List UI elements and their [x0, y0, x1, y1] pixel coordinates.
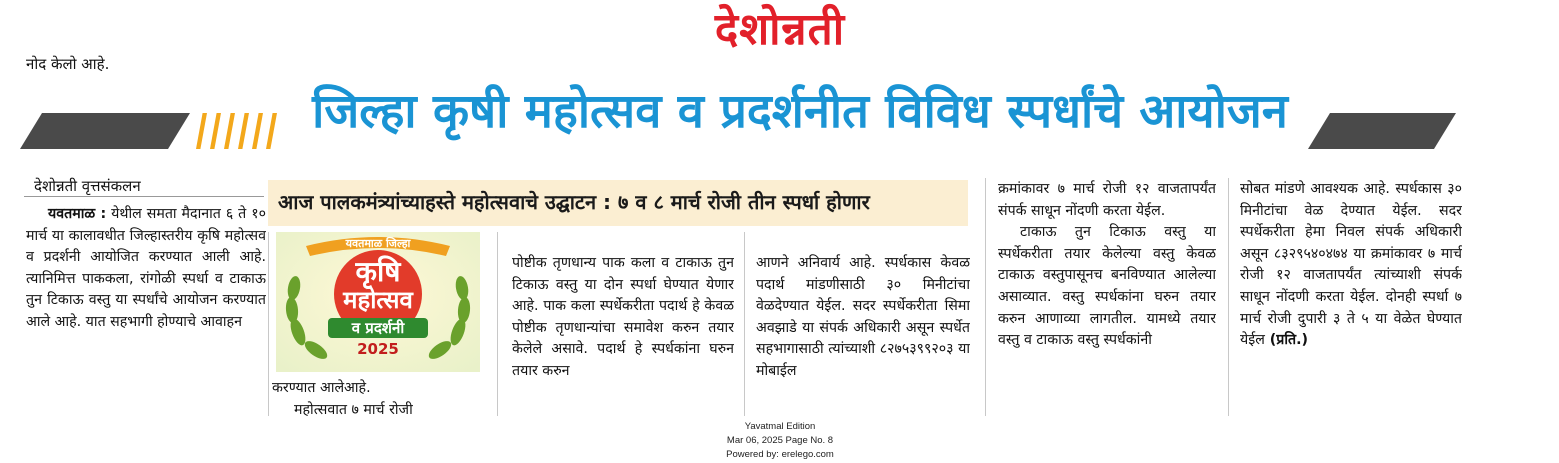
column-rule	[1228, 178, 1229, 416]
article-column-5	[998, 179, 1216, 416]
column-2-para-1: करण्यात आलेआहे.	[272, 380, 371, 396]
column-rule	[744, 232, 745, 416]
footer-edition: Yavatmal Edition	[744, 421, 816, 432]
logo-main-1: कृषि	[355, 255, 401, 288]
dateline: यवतमाळ :	[48, 206, 107, 222]
column-rule	[268, 232, 269, 416]
stripe-1	[196, 113, 207, 149]
footer-powered-by: Powered by: erelego.com	[726, 449, 834, 460]
column-1-text: येथील समता मैदानात ६ ते १० मार्च या कालावधीत जिल्हास्तरीय कृषि महोत्सव व प्रदर्शनी आयोजित करण्यात आली आहे. त्यानिमित्त पाककला, रांगोळी स्पर्धा व टाकाऊ तुन टिकाऊ वस्तु या स्पर्धांचे आयोजन करण्यात आले आहे. यात सहभागी होण्याचे आवाहन	[26, 206, 266, 330]
article-headline: जिल्हा कृषी महोत्सव व प्रदर्शनीत विविध स्पर्धांचे आयोजन	[312, 84, 1288, 139]
column-rule	[985, 178, 986, 416]
article-column-4	[756, 253, 970, 416]
logo-sub: व प्रदर्शनी	[328, 318, 428, 338]
column-3-text: पोष्टीक तृणधान्य पाक कला व टाकाऊ तुन टिकाऊ वस्तु या दोन स्पर्धा घेण्यात येणार आहे. पाक कला स्पर्धेकरीता पदार्थ हे केवळ पोष्टीक तृणधान्यांचा समावेश करुन तयार केलेले असावे. पदार्थ हे स्पर्धकांना घरुन तयार करुन	[512, 255, 734, 379]
stripe-5	[252, 113, 263, 149]
article-subhead: आज पालकमंत्र्यांच्याहस्ते महोत्सवाचे उद्घाटन : ७ व ८ मार्च रोजी तीन स्पर्धा होणार	[268, 180, 968, 226]
headline-band-left	[20, 113, 190, 149]
stripe-2	[210, 113, 221, 149]
article-column-6	[1240, 179, 1462, 416]
column-5-para-1: क्रमांकावर ७ मार्च रोजी १२ वाजतापर्यंत संपर्क साधून नोंदणी करता येईल.	[998, 181, 1216, 219]
article-column-3	[512, 253, 734, 416]
column-5-para-2: टाकाऊ तुन टिकाऊ वस्तु या स्पर्धेकरीता तयार केलेल्या वस्तु केवळ टाकाऊ वस्तुपासूनच बनविण्यात आलेल्या असाव्यात. वस्तु स्पर्धकांना घरुन तयार करुन आणाव्या लागतील. यामध्ये तयार वस्तु व टाकाऊ वस्तु स्पर्धकांनी	[998, 224, 1216, 349]
masthead-title: देशोन्नती	[714, 4, 846, 55]
footer-date-page: Mar 06, 2025 Page No. 8	[726, 435, 834, 446]
stripe-4	[238, 113, 249, 149]
column-4-text: आणने अनिवार्य आहे. स्पर्धकास केवळ पदार्थ मांडणीसाठी ३० मिनीटांचा वेळदेण्यात येईल. सदर स्पर्धेकरीता सिमा अवझाडे या संपर्क अधिकारी असून स्पर्धेत सहभागासाठी त्यांच्याशी ८२७५३९९२०३ या मोबाईल	[756, 255, 970, 379]
logo-main-2: महोत्सव	[343, 286, 413, 314]
byline-rule	[24, 196, 264, 197]
column-rule	[497, 232, 498, 416]
previous-article-tail: नोद केलो आहे.	[26, 55, 110, 73]
stripe-3	[224, 113, 235, 149]
logo-top-text: यवतमाळ जिल्हा	[345, 237, 411, 250]
stripe-6	[266, 113, 277, 149]
headline-band-right	[1308, 113, 1456, 149]
krishi-mahotsav-logo	[276, 232, 480, 372]
logo-year: 2025	[357, 340, 399, 358]
column-6-text: सोबत मांडणे आवश्यक आहे. स्पर्धकास ३० मिनीटांचा वेळ देण्यात येईल. सदर स्पर्धेकरीता हेमा निवल संपर्क अधिकारी असून ८३२९५४०४७४ या क्रमांकावर ७ मार्च रोजी १२ वाजतापर्यंत त्यांच्याशी संपर्क साधून नोंदणी करता येईल. दोनही स्पर्धा ७ मार्च रोजी दुपारी ३ ते ५ या वेळेत घेण्यात येईल	[1240, 181, 1462, 349]
article-column-2	[272, 378, 486, 416]
column-6-end: (प्रति.)	[1264, 332, 1308, 349]
article-column-1	[26, 204, 266, 416]
column-2-para-2: महोत्सवात ७ मार्च रोजी	[294, 401, 413, 416]
byline: देशोन्नती वृत्तसंकलन	[34, 177, 141, 195]
